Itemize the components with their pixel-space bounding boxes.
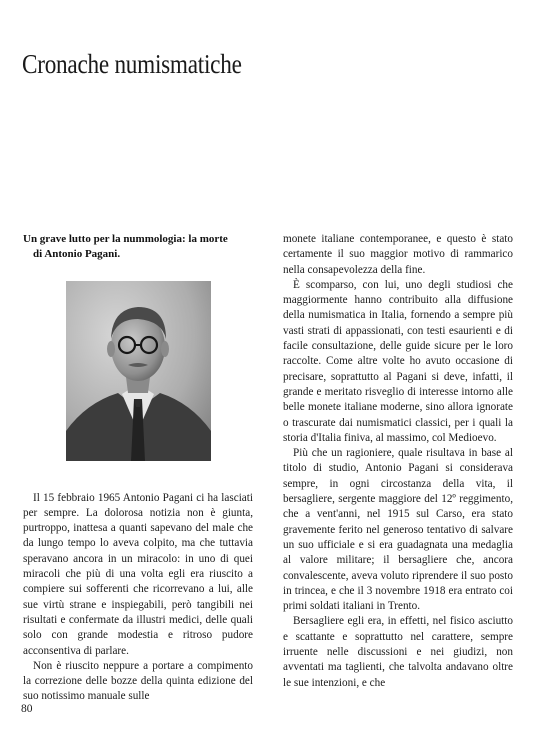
paragraph-left-1: Il 15 febbraio 1965 Antonio Pagani ci ha lasciati per sempre. La dolorosa notizia non è giunta, purtroppo, inattesa a quanti sapevano del male che da lungo tempo lo aveva colpito, ma che tuttavia speravano ancora in un miracolo: in uno di quei miracoli che più di una volta egli era riuscito a compiere sui sofferenti che ricorrevano a lui, alle sue virtù strane e inspiegabili, però tangibili nei risultati e confermate da illustri medici, delle quali solo con grande modestia e ritroso pudore acconsentiva di parlare.	[23, 491, 253, 657]
portrait-image	[66, 281, 211, 461]
page-number: 80	[21, 703, 33, 715]
right-column	[283, 232, 513, 691]
paragraph-right-3: Più che un ragioniere, quale risultava in base al titolo di studio, Antonio Pagani si considerava sempre, in ogni circostanza della vita, il bersagliere, sergente maggiore del 12º reggimento, che a vent'anni, nel 1915 sul Carso, era stato gravemente ferito nel generoso tentativo di salvare un suo ufficiale e si era guadagnata una medaglia al valore militare; il bersagliere che, ancora convalescente, aveva voluto riprendere il suo posto in trincea, e che il 3 novembre 1918 era entrato coi primi soldati italiani in Trento.	[283, 447, 513, 613]
heading-line-2: di Antonio Pagani.	[33, 248, 121, 261]
paragraph-right-1: monete italiane contemporanee, e questo è stato certamente il suo maggior motivo di rammarico nella consapevolezza della fine.	[283, 233, 513, 276]
portrait-photo	[66, 281, 211, 461]
heading-line-1: Un grave lutto per la nummologia: la morte	[23, 233, 228, 245]
paragraph-right-2: È scomparso, con lui, uno degli studiosi che maggiormente hanno contribuito alla diffusione della numismatica in Italia, fornendo a sempre più vasti strati di appassionati, con testi esaurienti e di facile consultazione, delle guide sicure per le loro raccolte. Come altre volte ho avuto occasione di precisare, soprattutto al Pagani si deve, infatti, il grande e meritato risveglio di interesse intorno alle belle monete italiane moderne, sino allora ignorate o trascurate dai numismatici classici, per i quali la storia d'Italia finiva, al massimo, col Medioevo.	[283, 278, 513, 444]
paragraph-left-2: Non è riuscito neppure a portare a compimento la correzione delle bozze della quinta edizione del suo notissimo manuale sulle	[23, 659, 253, 703]
left-column	[23, 232, 253, 705]
page-title: Cronache numismatiche	[22, 49, 242, 79]
article-heading	[23, 232, 253, 263]
paragraph-right-4: Bersagliere egli era, in effetti, nel fisico asciutto e scattante e soprattutto nel carattere, sempre irruente nelle discussioni e nei giudizi, non avventati ma taglienti, che talvolta andavano oltre le sue intenzioni, e che	[283, 615, 513, 689]
